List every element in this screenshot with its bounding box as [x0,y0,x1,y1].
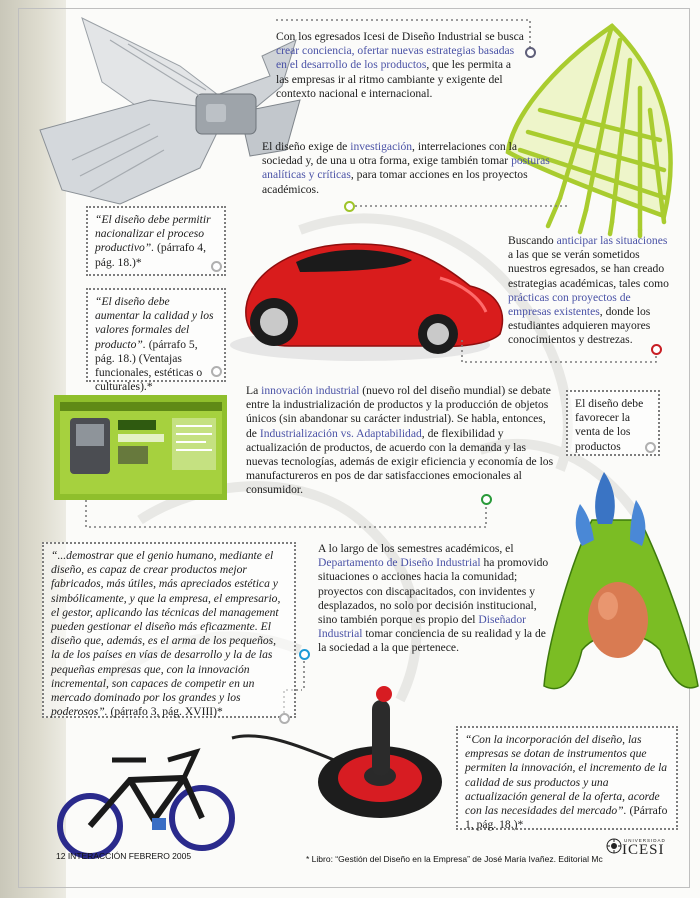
egg-holder-prototype [544,472,698,689]
red-concept-car [230,244,502,361]
connector-dot [299,649,310,660]
bicycle-prototype [60,752,232,856]
bottom-quote-box: “Con la incorporación del diseño, las empresas se dotan de instrumentos que permiten la innovación, el incremento de la calidad de sus productos y una actualización general de la oferta, acorde con las necesidades del mercado”. (Párrafo 1, pág. 18.)* [456,726,678,830]
connector-dot [279,713,290,724]
community-paragraph: A lo largo de los semestres académicos, el Departamento de Diseño Industrial ha promovido situaciones o acciones hacia la comunidad; proyectos con discapacitados, con invidentes y desplazados, no solo por decisión institucional, sino también porque es propio del Diseñador Industrial tomar conciencia de su realidad y la de la sociedad a la que pertenece. [318,542,549,655]
logo-tagline: UNIVERSIDAD [624,838,666,843]
page-folio: 12 INTERACCIÓN FEBRERO 2005 [56,851,192,861]
connector-dot [651,344,662,355]
connector-dot [211,366,222,377]
icesi-emblem-icon [606,838,622,854]
icesi-logo [606,838,666,859]
intro-paragraph: Con los egresados Icesi de Diseño Industrial se busca crear conciencia, ofertar nuevas estrategias basadas en el desarrollo de los productos, que les permita a las empresas ir al ritmo cambiante y exigente del contexto nacional e internacional. [276,30,524,100]
ornithopter-prototype [40,18,300,204]
software-screenshot [54,395,227,500]
connector-dot [211,261,222,272]
book-footnote: * Libro: “Gestión del Diseño en la Empresa” de José María Ivañez. Editorial Mc [306,854,603,864]
long-quote-box: “...demostrar que el genio humano, mediante el diseño, es capaz de crear productos mejor fabricados, más útiles, más apreciados estética y simbólicamente, y que la empresa, el empresario, el gestor, aplicando las técnicas del management pueden gestionar el diseño más eficazmente. El diseño que, además, es el arma de los pequeños, la de los países en vías de desarrollo y la de las pequeñas empresas que, con la innovación incremental, son capaces de competir en un mercado dominado por los grandes y los poderosos”. (párrafo 3, pág. XVIII)* [42,542,296,718]
quote-box-1: “El diseño debe permitir nacionalizar el proceso productivo”. (párrafo 4, pág. 18.)* [86,206,226,276]
sales-box: El diseño debe favorecer la venta de los productos [566,390,660,456]
design-demands-paragraph: El diseño exige de investigación, interrelaciones con la sociedad y, de una u otra forma, exige también tomar posturas analíticas y críticas, para tomar acciones en los proyectos académicos. [262,140,550,196]
anticipate-paragraph: Buscando anticipar las situaciones a las que se verán sometidos nuestros egresados, se han creado estrategias académicas, tales como prácticas con proyectos de empresas existentes, donde los estudiantes adquieren mayores conocimientos y destrezas. [508,234,669,347]
logo-name: ICESI [622,842,665,858]
innovation-paragraph: La innovación industrial (nuevo rol del diseño mundial) se debate entre la industrialización de productos y la producción de objetos únicos (sin abandonar su carácter industrial). Se habla, entonces, de Industrialización vs. Adaptabilidad, de flexibilidad y actualización de productos, de acuerdo con la demanda y las nuevas tecnologías, además de exigir eficiencia y economía de los manufactureros en pos de dar satisfacciones emocionales al consumidor. [246,384,554,497]
connector-dot [645,442,656,453]
connector-dot [525,47,536,58]
connector-dot [344,201,355,212]
quote-box-2: “El diseño debe aumentar la calidad y los valores formales del producto”. (párrafo 5, pág. 18.) (Ventajas funcionales, estéticas o culturales).* [86,288,226,382]
connector-dot [481,494,492,505]
